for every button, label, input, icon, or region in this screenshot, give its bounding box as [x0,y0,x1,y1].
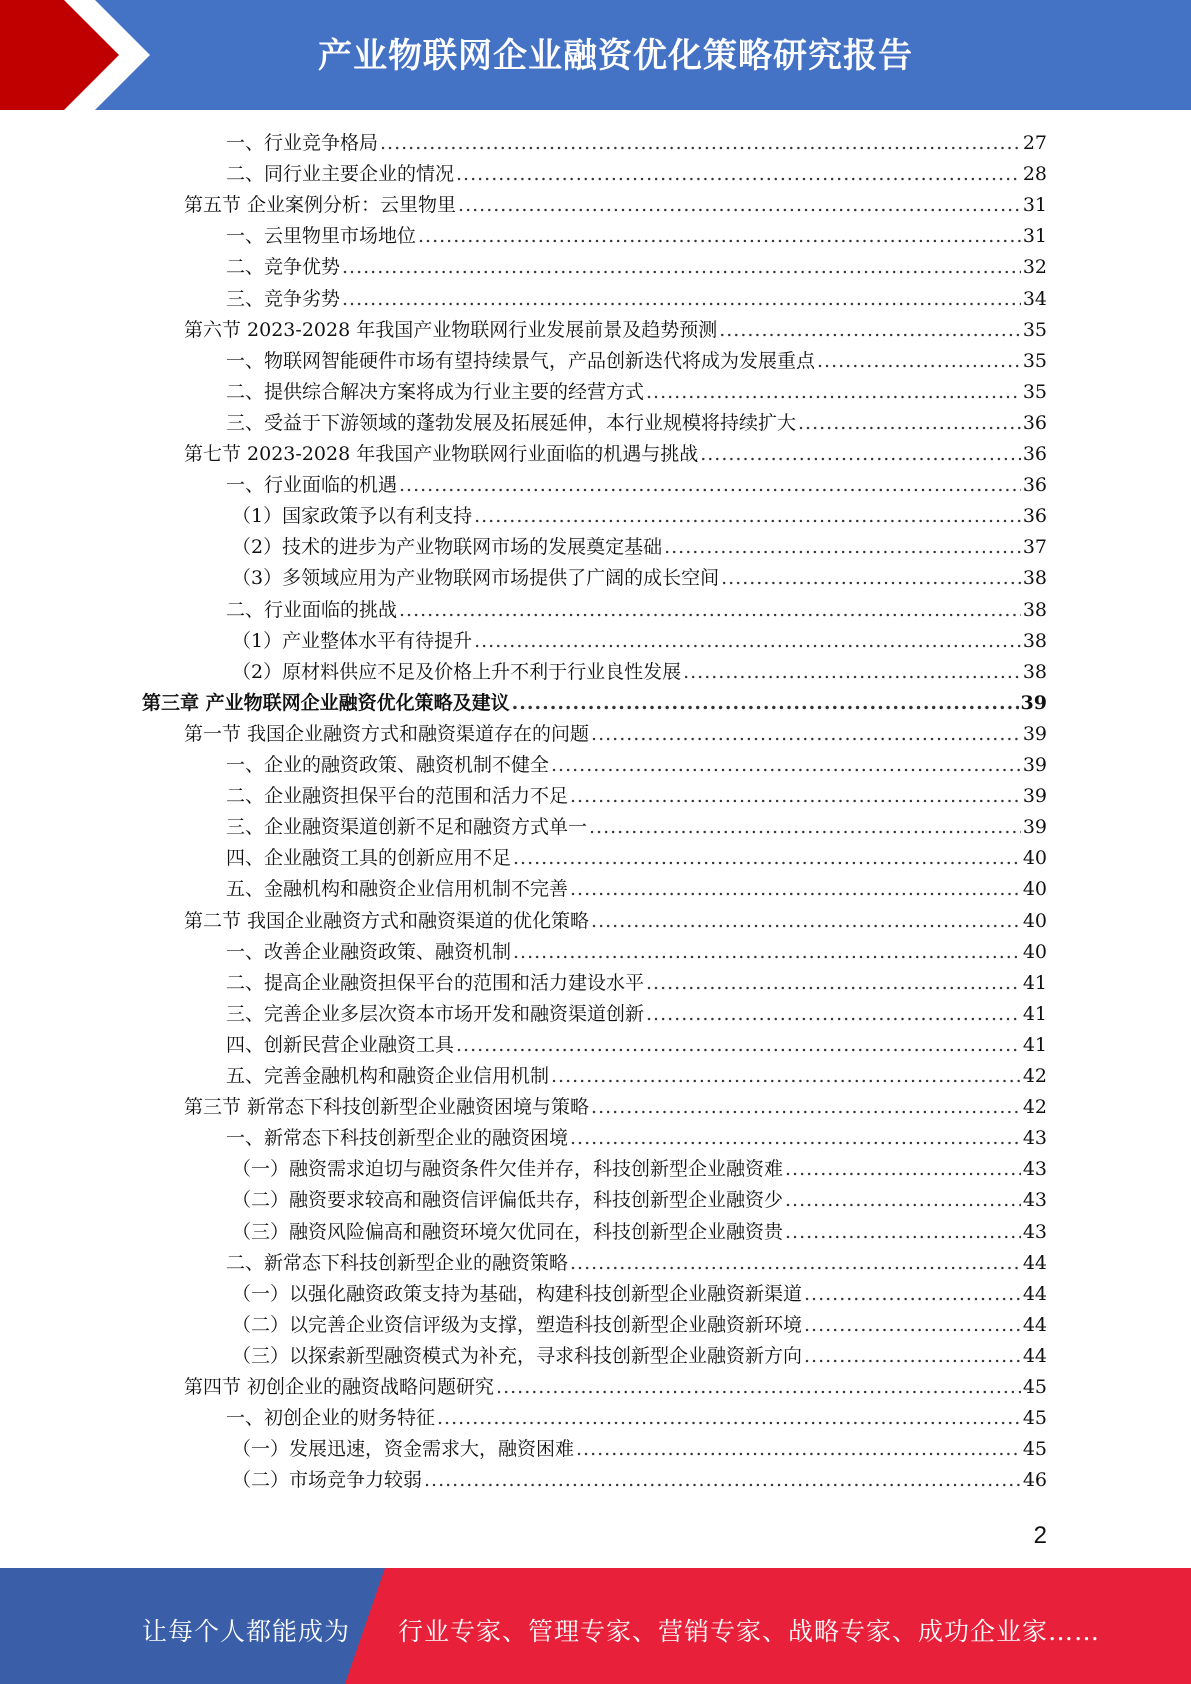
toc-entry[interactable] [232,626,1047,657]
toc-entry-title: 二、行业面临的挑战 [226,598,398,621]
toc-entry-page: 39 [1022,785,1047,808]
toc-entry[interactable] [226,1030,1047,1061]
toc-dot-leader [804,1341,1021,1372]
toc-entry-title: 三、完善企业多层次资本市场开发和融资渠道创新 [226,1002,645,1025]
toc-entry-page: 40 [1022,878,1047,901]
toc-entry-title: 第三节 新常态下科技创新型企业融资困境与策略 [184,1096,590,1119]
toc-entry[interactable] [226,470,1047,501]
toc-entry-page: 40 [1022,847,1047,870]
toc-entry-page: 36 [1022,505,1047,528]
toc-entry-page: 27 [1022,132,1047,154]
toc-entry-title: （三）融资风险偏高和融资环境欠优同在，科技创新型企业融资贵 [232,1220,784,1243]
toc-entry[interactable] [226,221,1047,252]
toc-dot-leader [513,843,1021,874]
toc-entry-title: （1）产业整体水平有待提升 [232,629,473,652]
toc-entry[interactable] [232,1185,1047,1216]
toc-entry-page: 44 [1022,1251,1047,1274]
toc-dot-leader [513,937,1021,968]
toc-dot-leader [646,968,1021,999]
toc-dot-leader [424,1465,1021,1496]
toc-entry-title: 第一节 我国企业融资方式和融资渠道存在的问题 [184,722,590,745]
toc-dot-leader [591,1092,1021,1123]
toc-entry-title: （二）市场竞争力较弱 [232,1469,423,1492]
toc-entry-page: 36 [1022,474,1047,497]
toc-entry-title: 二、企业融资担保平台的范围和活力不足 [226,785,569,808]
toc-entry[interactable] [226,968,1047,999]
toc-entry-title: 第七节 2023-2028 年我国产业物联网行业面临的机遇与挑战 [184,443,699,465]
toc-entry-page: 34 [1022,287,1047,310]
toc-entry[interactable] [232,1341,1047,1372]
toc-dot-leader [683,657,1021,688]
toc-dot-leader [785,1185,1021,1216]
page-header [0,0,1191,110]
toc-entry[interactable] [232,1434,1047,1465]
toc-entry[interactable] [226,1123,1047,1154]
toc-entry[interactable] [232,501,1047,532]
toc-dot-leader [512,688,1019,719]
toc-entry-page: 45 [1022,1376,1047,1398]
toc-dot-leader [589,812,1021,843]
toc-entry-page: 39 [1022,816,1047,839]
toc-dot-leader [721,563,1021,594]
toc-dot-leader [570,1248,1021,1279]
toc-dot-leader [399,470,1021,501]
toc-entry[interactable] [232,1310,1047,1341]
toc-entry-title: 五、完善金融机构和融资企业信用机制 [226,1065,550,1087]
toc-entry[interactable] [226,1061,1047,1092]
toc-entry[interactable] [226,781,1047,812]
toc-entry[interactable] [226,1248,1047,1279]
toc-entry-title: 五、金融机构和融资企业信用机制不完善 [226,878,569,901]
toc-dot-leader [551,750,1021,781]
toc-entry-title: 二、提供综合解决方案将成为行业主要的经营方式 [226,380,645,403]
toc-entry-page: 41 [1022,1002,1047,1025]
toc-entry-page: 36 [1022,443,1047,465]
toc-dot-leader [785,1154,1021,1185]
toc-dot-leader [785,1217,1021,1248]
toc-entry[interactable] [226,159,1047,190]
toc-entry-page: 36 [1022,411,1047,434]
toc-entry-title: 一、新常态下科技创新型企业的融资困境 [226,1127,569,1150]
toc-entry-title: 三、竞争劣势 [226,287,341,310]
toc-entry[interactable] [142,688,1047,719]
toc-entry-page: 45 [1022,1407,1047,1430]
toc-dot-leader [456,1030,1021,1061]
toc-entry-page: 40 [1022,909,1047,932]
toc-entry-title: （3）多领域应用为产业物联网市场提供了广阔的成长空间 [232,567,720,590]
toc-entry[interactable] [226,999,1047,1030]
toc-entry[interactable] [184,1372,1047,1403]
toc-entry[interactable] [226,812,1047,843]
toc-entry-title: 三、受益于下游领域的蓬勃发展及拓展延伸，本行业规模将持续扩大 [226,411,797,434]
toc-dot-leader [804,1279,1021,1310]
toc-entry-page: 43 [1022,1220,1047,1243]
toc-entry-title: 一、物联网智能硬件市场有望持续景气，产品创新迭代将成为发展重点 [226,349,816,372]
toc-entry[interactable] [184,315,1047,346]
toc-entry-title: （2）技术的进步为产业物联网市场的发展奠定基础 [232,536,663,559]
footer-slogan-left: 让每个人都能成为 [142,1617,351,1646]
toc-entry[interactable] [226,595,1047,626]
toc-entry-title: （一）融资需求迫切与融资条件欠佳并存，科技创新型企业融资难 [232,1158,784,1181]
toc-dot-leader [496,1372,1021,1403]
toc-entry-page: 39 [1022,754,1047,776]
toc-entry[interactable] [226,937,1047,968]
toc-entry[interactable] [226,252,1047,283]
toc-dot-leader [551,1061,1021,1092]
toc-dot-leader [474,501,1021,532]
toc-dot-leader [664,532,1021,563]
toc-entry-title: 第五节 企业案例分析：云里物里 [184,194,457,217]
toc-dot-leader [399,595,1021,626]
toc-entry-page: 44 [1022,1344,1047,1367]
toc-entry-title: （二）融资要求较高和融资信评偏低共存，科技创新型企业融资少 [232,1189,784,1212]
red-chevron-decoration [0,0,150,110]
toc-entry[interactable] [226,408,1047,439]
toc-entry[interactable] [184,719,1047,750]
toc-entry-page: 35 [1022,349,1047,372]
toc-entry-title: （二）以完善企业资信评级为支撑，塑造科技创新型企业融资新环境 [232,1313,803,1336]
toc-entry-title: 第三章 产业物联网企业融资优化策略及建议 [142,691,510,714]
toc-entry[interactable] [226,284,1047,315]
toc-dot-leader [380,128,1021,159]
toc-entry[interactable] [226,1403,1047,1434]
toc-entry-title: 一、云里物里市场地位 [226,225,417,248]
toc-entry-page: 40 [1022,940,1047,963]
toc-entry-title: （三）以探索新型融资模式为补充，寻求科技创新型企业融资新方向 [232,1344,803,1367]
page-footer [0,1568,1191,1684]
toc-dot-leader [646,377,1021,408]
toc-dot-leader [437,1403,1021,1434]
toc-entry[interactable] [232,657,1047,688]
toc-entry-page: 45 [1022,1438,1047,1461]
toc-entry[interactable] [184,190,1047,221]
toc-dot-leader [700,439,1021,470]
toc-entry-title: 四、企业融资工具的创新应用不足 [226,847,512,870]
toc-entry-title: 一、行业面临的机遇 [226,474,398,497]
toc-entry-page: 39 [1020,691,1047,714]
toc-entry-page: 42 [1022,1096,1047,1119]
toc-entry-title: 第四节 初创企业的融资战略问题研究 [184,1376,495,1398]
toc-entry[interactable] [226,874,1047,905]
toc-dot-leader [646,999,1021,1030]
toc-entry-title: （一）以强化融资政策支持为基础，构建科技创新型企业融资新渠道 [232,1282,803,1305]
toc-entry-page: 44 [1022,1313,1047,1336]
toc-entry-page: 35 [1022,380,1047,403]
toc-entry-title: 一、初创企业的财务特征 [226,1407,436,1430]
toc-entry-title: 一、改善企业融资政策、融资机制 [226,940,512,963]
toc-entry[interactable] [184,439,1047,470]
toc-entry-page: 28 [1022,163,1047,186]
toc-dot-leader [798,408,1021,439]
toc-dot-leader [418,221,1021,252]
toc-entry[interactable] [232,1279,1047,1310]
report-title: 产业物联网企业融资优化策略研究报告 [318,36,913,76]
toc-entry-page: 35 [1022,318,1047,341]
toc-entry-page: 32 [1022,256,1047,279]
toc-entry-title: 三、企业融资渠道创新不足和融资方式单一 [226,816,588,839]
footer-slogan-right: 行业专家、管理专家、营销专家、战略专家、成功企业家…… [398,1617,1101,1646]
toc-dot-leader [474,626,1021,657]
toc-entry-title: 第二节 我国企业融资方式和融资渠道的优化策略 [184,909,590,932]
toc-entry-page: 31 [1022,225,1047,248]
toc-entry[interactable] [232,1154,1047,1185]
toc-entry-title: 二、新常态下科技创新型企业的融资策略 [226,1251,569,1274]
toc-entry[interactable] [226,750,1047,781]
toc-entry-title: （一）发展迅速，资金需求大，融资困难 [232,1438,575,1461]
toc-entry-title: 二、提高企业融资担保平台的范围和活力建设水平 [226,971,645,994]
toc-dot-leader [342,284,1021,315]
toc-entry-title: 四、创新民营企业融资工具 [226,1033,455,1056]
toc-dot-leader [570,781,1021,812]
toc-entry-title: （1）国家政策予以有利支持 [232,505,473,528]
toc-dot-leader [342,252,1021,283]
toc-dot-leader [719,315,1021,346]
toc-entry-page: 44 [1022,1282,1047,1305]
toc-dot-leader [458,190,1021,221]
toc-entry[interactable] [226,843,1047,874]
toc-entry-page: 46 [1022,1469,1047,1492]
toc-dot-leader [570,1123,1021,1154]
toc-entry-title: 一、行业竞争格局 [226,132,379,154]
toc-entry-page: 38 [1022,567,1047,590]
toc-entry-title: （2）原材料供应不足及价格上升不利于行业良性发展 [232,660,682,683]
toc-entry-page: 41 [1022,1033,1047,1056]
toc-dot-leader [576,1434,1021,1465]
toc-entry[interactable] [232,1465,1047,1496]
toc-dot-leader [817,346,1021,377]
toc-dot-leader [591,906,1021,937]
toc-entry-page: 39 [1022,722,1047,745]
toc-entry[interactable] [184,906,1047,937]
toc-dot-leader [456,159,1021,190]
toc-entry-page: 41 [1022,971,1047,994]
toc-dot-leader [570,874,1021,905]
toc-entry-page: 31 [1022,194,1047,217]
toc-dot-leader [591,719,1021,750]
toc-entry[interactable] [226,346,1047,377]
toc-entry[interactable] [184,1092,1047,1123]
toc-entry-page: 43 [1022,1127,1047,1150]
toc-entry-title: 第六节 2023-2028 年我国产业物联网行业发展前景及趋势预测 [184,318,718,341]
toc-entry-page: 43 [1022,1158,1047,1181]
toc-entry[interactable] [226,128,1047,159]
toc-dot-leader [804,1310,1021,1341]
toc-entry-title: 一、企业的融资政策、融资机制不健全 [226,754,550,776]
toc-entry[interactable] [226,377,1047,408]
toc-entry-page: 38 [1022,598,1047,621]
toc-entry[interactable] [232,1217,1047,1248]
toc-entry-page: 38 [1022,629,1047,652]
toc-entry-title: 二、同行业主要企业的情况 [226,163,455,186]
toc-entry-page: 43 [1022,1189,1047,1212]
toc-entry-page: 42 [1022,1065,1047,1087]
toc-entry[interactable] [232,532,1047,563]
toc-entry[interactable] [232,563,1047,594]
toc-entry-page: 38 [1022,660,1047,683]
page-number: 2 [1033,1522,1047,1549]
toc-entry-page: 37 [1022,536,1047,559]
toc-entry-title: 二、竞争优势 [226,256,341,279]
